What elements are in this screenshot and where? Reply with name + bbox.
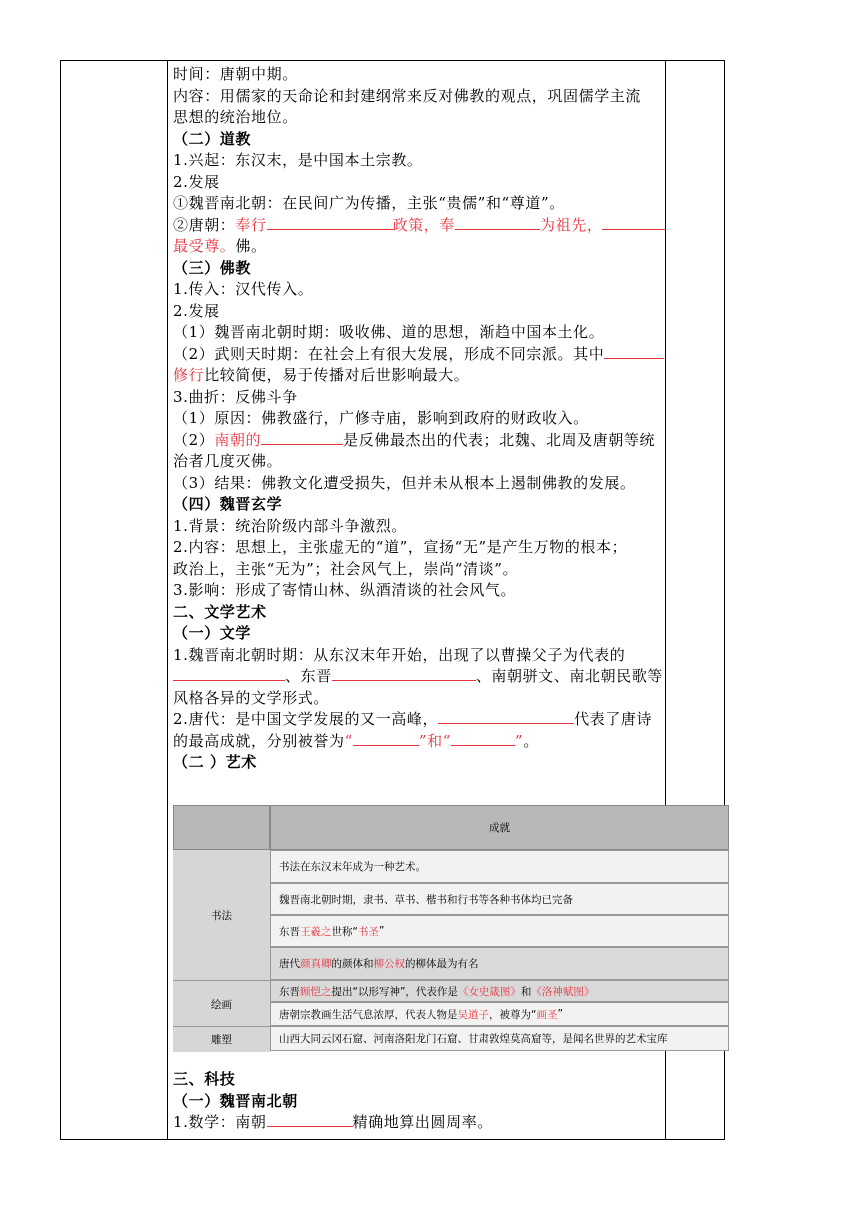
answer-text: ”和“ (418, 731, 452, 750)
text: 、南朝骈文、南北朝民歌等 (475, 667, 664, 685)
section-heading-taoism: （二）道教 (173, 129, 252, 148)
section-heading-literature-art: 二、文学艺术 (173, 602, 267, 621)
table-header-empty (173, 805, 270, 850)
text-line: 内容：用儒家的天命论和封建纲常来反对佛教的观点，巩固儒学主流 (173, 86, 642, 105)
text-line: （1）原因：佛教盛行，广修寺庙，影响到政府的财政收入。 (173, 409, 589, 427)
subsection-heading-wei-jin: （一）魏晋南北朝 (173, 1091, 298, 1110)
category-sculpture (173, 1026, 270, 1052)
fill-blank[interactable] (173, 666, 285, 681)
text: 的最高成就，分别被誉为 (173, 731, 345, 750)
answer-text: ” (515, 731, 524, 750)
section-heading-buddhism: （三）佛教 (173, 258, 252, 277)
text-line (173, 666, 718, 688)
subsection-heading-literature: （一）文学 (173, 624, 252, 642)
table-row (270, 980, 729, 1002)
text-line: 2.发展 (173, 301, 220, 320)
text-line: 1.魏晋南北朝时期：从东汉末年开始，出现了以曹操父子为代表的 (173, 645, 626, 664)
lesson-table (60, 60, 725, 1140)
text: （2） (173, 430, 215, 449)
text: 2.唐代：是中国文学发展的又一高峰， (173, 710, 439, 728)
cell-text: 魏晋南北朝时期，隶书、草书、楷书和行书等各种书体均已完备 (279, 893, 573, 906)
cell-answer: 王羲之 (300, 925, 332, 938)
text: 。 (523, 731, 539, 750)
cell-text: 唐代 (279, 958, 300, 970)
text-line (173, 430, 718, 452)
text: 精确地算出圆周率。 (352, 1113, 493, 1131)
table-row (270, 1002, 729, 1026)
cell-text: 的柳体最为有名 (405, 958, 479, 970)
cell-answer: 《女史箴图》 (457, 985, 521, 998)
text-line (173, 365, 718, 387)
category-calligraphy (173, 850, 270, 980)
subsection-heading-art: （二 ）艺术 (173, 753, 257, 771)
science-content (173, 1069, 718, 1134)
table-row (270, 850, 729, 883)
lesson-content (173, 64, 718, 774)
fill-blank[interactable] (604, 344, 664, 359)
cell-text: 书法在东汉末年成为一种艺术。 (279, 861, 426, 873)
answer-text: 南朝的 (214, 430, 262, 449)
text-line: ①魏晋南北朝：在民间广为传播，主张“贵儒”和“尊道”。 (173, 194, 565, 212)
text-line (173, 709, 718, 731)
text-line (173, 236, 718, 258)
table-row (270, 947, 729, 980)
text-line: 3.影响：形成了寄情山林、纵酒清谈的社会风气。 (173, 581, 517, 599)
fill-blank[interactable] (332, 666, 476, 681)
cell-answer: 吴道子 (457, 1008, 489, 1021)
text-line: 1.传入：汉代传入。 (173, 280, 314, 298)
text-line: 1.兴起：东汉末，是中国本土宗教。 (173, 151, 423, 169)
text-line: （3）结果：佛教文化遭受损失，但并未从根本上遏制佛教的发展。 (173, 473, 636, 492)
fill-blank[interactable] (267, 1112, 353, 1127)
text-line: 风格各异的文学形式。 (173, 688, 330, 707)
cell-answer: 顾恺之 (300, 985, 332, 998)
answer-text: 政策，奉 (392, 215, 456, 234)
column-divider-left (167, 61, 168, 1139)
text: 1.数学：南朝 (173, 1113, 267, 1131)
text-line (173, 215, 718, 237)
art-achievements-table (173, 805, 729, 1051)
cell-text: 的颜体和 (331, 958, 374, 970)
category-label: 雕塑 (211, 1034, 232, 1046)
cell-text: 和 (520, 985, 532, 998)
section-heading-xuanxue: （四）魏晋玄学 (173, 495, 283, 513)
text: 是反佛最杰出的代表；北魏、北周及唐朝等统 (343, 430, 656, 449)
fill-blank[interactable] (602, 215, 666, 230)
cell-answer: 画圣 (536, 1008, 558, 1021)
fill-blank[interactable] (267, 215, 393, 230)
text-line: 1.背景：统治阶级内部斗争激烈。 (173, 516, 407, 535)
text: （2）武则天时期：在社会上有很大发展，形成不同宗派。其中 (173, 344, 605, 363)
cell-answer: 书圣 (357, 925, 379, 938)
table-row (270, 915, 729, 947)
cell-text: 世称“ (331, 925, 358, 938)
cell-text: 提出“以形写神”，代表作是 (331, 985, 458, 998)
answer-text: 奉行 (235, 215, 267, 234)
cell-text: 东晋 (279, 925, 300, 938)
cell-text: 东晋 (279, 985, 300, 998)
cell-answer: 颜真卿 (300, 958, 332, 970)
text-line (173, 731, 718, 753)
text-line: 政治上，主张“无为”；社会风气上，崇尚“清谈”。 (173, 559, 519, 578)
table-header-achievement (270, 805, 729, 850)
cell-text: ，被尊为“ (489, 1008, 537, 1021)
text-line: 治者几度灭佛。 (173, 452, 283, 470)
category-painting (173, 980, 270, 1027)
section-heading-science: 三、科技 (173, 1070, 236, 1088)
text-line: 2.发展 (173, 172, 220, 191)
text: 代表了唐诗 (574, 710, 653, 728)
text-line: 时间：唐朝中期。 (173, 65, 298, 83)
category-label: 绘画 (211, 998, 232, 1011)
text-line: （1）魏晋南北朝时期：吸收佛、道的思想，渐趋中国本土化。 (173, 323, 605, 341)
table-row (270, 883, 729, 915)
text-line: 思想的统治地位。 (173, 108, 298, 126)
fill-blank[interactable] (451, 731, 515, 746)
text-line (173, 1112, 718, 1134)
table-row (270, 1026, 729, 1051)
answer-text: 为祖先， (540, 215, 603, 234)
text-line: 2.内容：思想上，主张虚无的“道”，宣扬“无”是产生万物的根本； (173, 538, 628, 556)
text-line: 3.曲折：反佛斗争 (173, 387, 298, 406)
category-label: 书法 (211, 909, 232, 922)
answer-text: “ (344, 731, 353, 750)
answer-text: 修行 (173, 366, 205, 384)
cell-text: ” (557, 1008, 563, 1020)
cell-text: ” (378, 925, 385, 937)
cell-answer: 柳公权 (373, 958, 405, 970)
cell-text: 唐朝宗教画生活气息浓厚，代表人物是 (279, 1008, 458, 1021)
text: 、东晋 (285, 667, 332, 685)
text-line (173, 344, 718, 366)
text: 佛。 (235, 237, 267, 255)
answer-text: 最受尊。 (173, 237, 236, 255)
cell-answer: 《洛神赋图》 (531, 985, 595, 998)
fill-blank[interactable] (455, 215, 540, 230)
text: 比较简便，易于传播对后世影响最大。 (204, 366, 470, 384)
fill-blank[interactable] (261, 430, 343, 445)
text: ②唐朝： (173, 215, 236, 234)
fill-blank[interactable] (438, 709, 574, 724)
cell-text: 山西大同云冈石窟、河南洛阳龙门石窟、甘肃敦煌莫高窟等，是闻名世界的艺术宝库 (279, 1033, 668, 1045)
fill-blank[interactable] (353, 731, 419, 746)
header-label: 成就 (489, 822, 510, 834)
